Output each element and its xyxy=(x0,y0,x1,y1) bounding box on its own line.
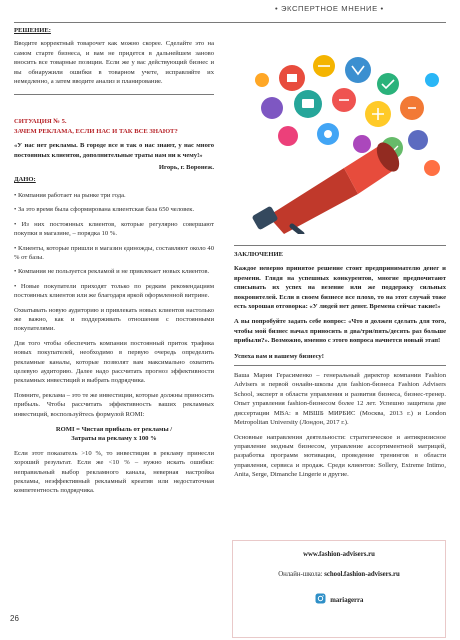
formula-line: ROMI = Чистая прибыль от рекламы / xyxy=(55,426,173,433)
section-title: • ЭКСПЕРТНОЕ МНЕНИЕ • xyxy=(275,4,384,13)
conclusion-label: ЗАКЛЮЧЕНИЕ xyxy=(234,251,284,258)
megaphone-icon xyxy=(251,139,403,234)
left-column xyxy=(14,26,214,496)
section-divider xyxy=(234,245,446,246)
school-url[interactable]: school.fashion-advisers.ru xyxy=(324,571,400,578)
instagram-link[interactable] xyxy=(233,593,445,604)
section-divider xyxy=(14,94,214,95)
list-item: • Компания работает на рынке три года. xyxy=(14,191,126,199)
conclusion-text: Каждое неверно принятое решение стоит предпринимателю денег и времени. Глядя на успешных конкурентов, многие предпочитают списывать их успех на везение или же поддержку сильных покровителей. Если в своем бизнесе все плохо, то на этот случай тоже есть хорошая отговорка: «У людей нет денег. Времена сейчас такие!» xyxy=(234,265,446,311)
situation-subtitle: ЗАЧЕМ РЕКЛАМА, ЕСЛИ НАС И ТАК ВСЕ ЗНАЮТ? xyxy=(14,127,178,135)
instagram-handle[interactable]: mariagerra xyxy=(330,597,364,604)
page-number: 26 xyxy=(10,614,19,623)
situation-title: СИТУАЦИЯ № 5. xyxy=(14,118,67,126)
list-item: • Компания не пользуется рекламой и не привлекает новых клиентов. xyxy=(14,268,210,276)
question-text: А вы попробуйте задать себе вопрос: «Что я должен сделать для того, чтобы мой бизнес начал приносить в два/три/пять/десять раз больше прибыли?». Возможно, именно с этого вопроса начнется новый этап! xyxy=(234,318,446,345)
paragraph: Помните, реклама – это те же инвестиции, которые должны приносить прибыль. Чтобы рассчитать эффективность ваших рекламных инвестиций, воспользуйтесь формулой ROMI: xyxy=(14,391,214,418)
list-item: • Новые покупатели приходят только по редким рекомендациям постоянных клиентов или же благодаря яркой оформленной витрине. xyxy=(14,282,214,300)
list-item: • За это время была сформирована клиентская база 650 человек. xyxy=(14,206,195,214)
paragraph: Если этот показатель >10 %, то инвестиции в рекламу принесли хороший результат. Если же <10 % – нужно искать ошибки: неправильный выбор рекламного канала, неверная настройка рекламы, неэффективный рекламный креатив или недостаточная компетентность подрядчика. xyxy=(14,449,214,495)
list-item: • Из них постоянных клиентов, которые регулярно совершают покупки в магазине, – порядка 10 %. xyxy=(14,220,214,238)
megaphone-illustration xyxy=(232,48,446,234)
given-label: ДАНО: xyxy=(14,176,36,184)
author-activities: Основные направления деятельности: стратегическое и антикризисное управление модным бизнесом, управление ассортиментной матрицей, разработка программ мотивации, проведение тренингов в области управления, сервиса и продаж. Среди клиентов: Sollery, Extreme Intimo, Anita, Serge, Dimanche Lingerie и другие. xyxy=(234,433,446,479)
section-divider xyxy=(234,365,446,366)
header-rule xyxy=(14,22,446,23)
paragraph: Охватывать новую аудиторию и привлекать новых клиентов настолько же важно, как и поддерживать отношения с постоянными покупателями. xyxy=(14,306,214,333)
solution-label: РЕШЕНИЕ: xyxy=(14,27,51,34)
solution-text: Вводите корректный товарочет как можно скорее. Сделайте это на самом старте бизнеса, и вам не придется в дальнейшем заново вносить все товарные позиции. Если же у вас действующий бизнес и вы обнаружили ошибки в товарном учете, исправляйте их немедленно, а затем вводите анализ и планирование. xyxy=(14,40,214,86)
right-column xyxy=(234,245,446,480)
romi-formula xyxy=(14,425,214,444)
instagram-icon xyxy=(315,593,326,604)
page-header xyxy=(0,4,460,18)
school-link[interactable] xyxy=(233,571,445,578)
formula-line: Затраты на рекламу х 100 % xyxy=(71,435,157,443)
given-list xyxy=(14,191,214,301)
author-bio: Ваша Мария Герасименко – генеральный директор компании Fashion Advisers и первой онлайн-школы для fashion-бизнеса Fashion Advisers School, эксперт в области управления и развития бизнеса, бизнес-тренер. Опыт управления fashion-бизнесом более 12 лет. Успешно защитила две диссертации MBA: в МВШБ МИРБИС (Москва, 2013 г.) и London Metropolitan University (Лондон, 2017 г.). xyxy=(234,372,446,427)
client-question: «У нас нет рекламы. В городе все и так о нас знают, у нас много постоянных клиентов, дополнительные траты нам ни к чему!» xyxy=(14,142,214,159)
situation-block xyxy=(14,117,214,136)
paragraph: Для того чтобы обеспечить компании постоянный приток трафика новых покупателей, необходимо в первую очередь определить рекламные каналы, которые позволят вам максимально охватить целевую аудиторию. Далее надо рассчитать прогноз эффективности рекламных инвестиций и выбрать подрядчика. xyxy=(14,339,214,385)
marketing-icons-cloud xyxy=(255,55,440,176)
website-link[interactable] xyxy=(233,551,445,558)
wish-text: Успеха вам и вашему бизнесу! xyxy=(234,352,324,360)
website-url[interactable]: www.fashion-advisers.ru xyxy=(303,551,375,558)
contacts-box xyxy=(232,540,446,638)
school-label: Онлайн-школа: xyxy=(278,571,323,578)
question-author: Игорь, г. Воронеж. xyxy=(158,164,214,172)
list-item: • Клиенты, которые пришли в магазин единожды, составляют около 40 % от базы. xyxy=(14,244,214,261)
